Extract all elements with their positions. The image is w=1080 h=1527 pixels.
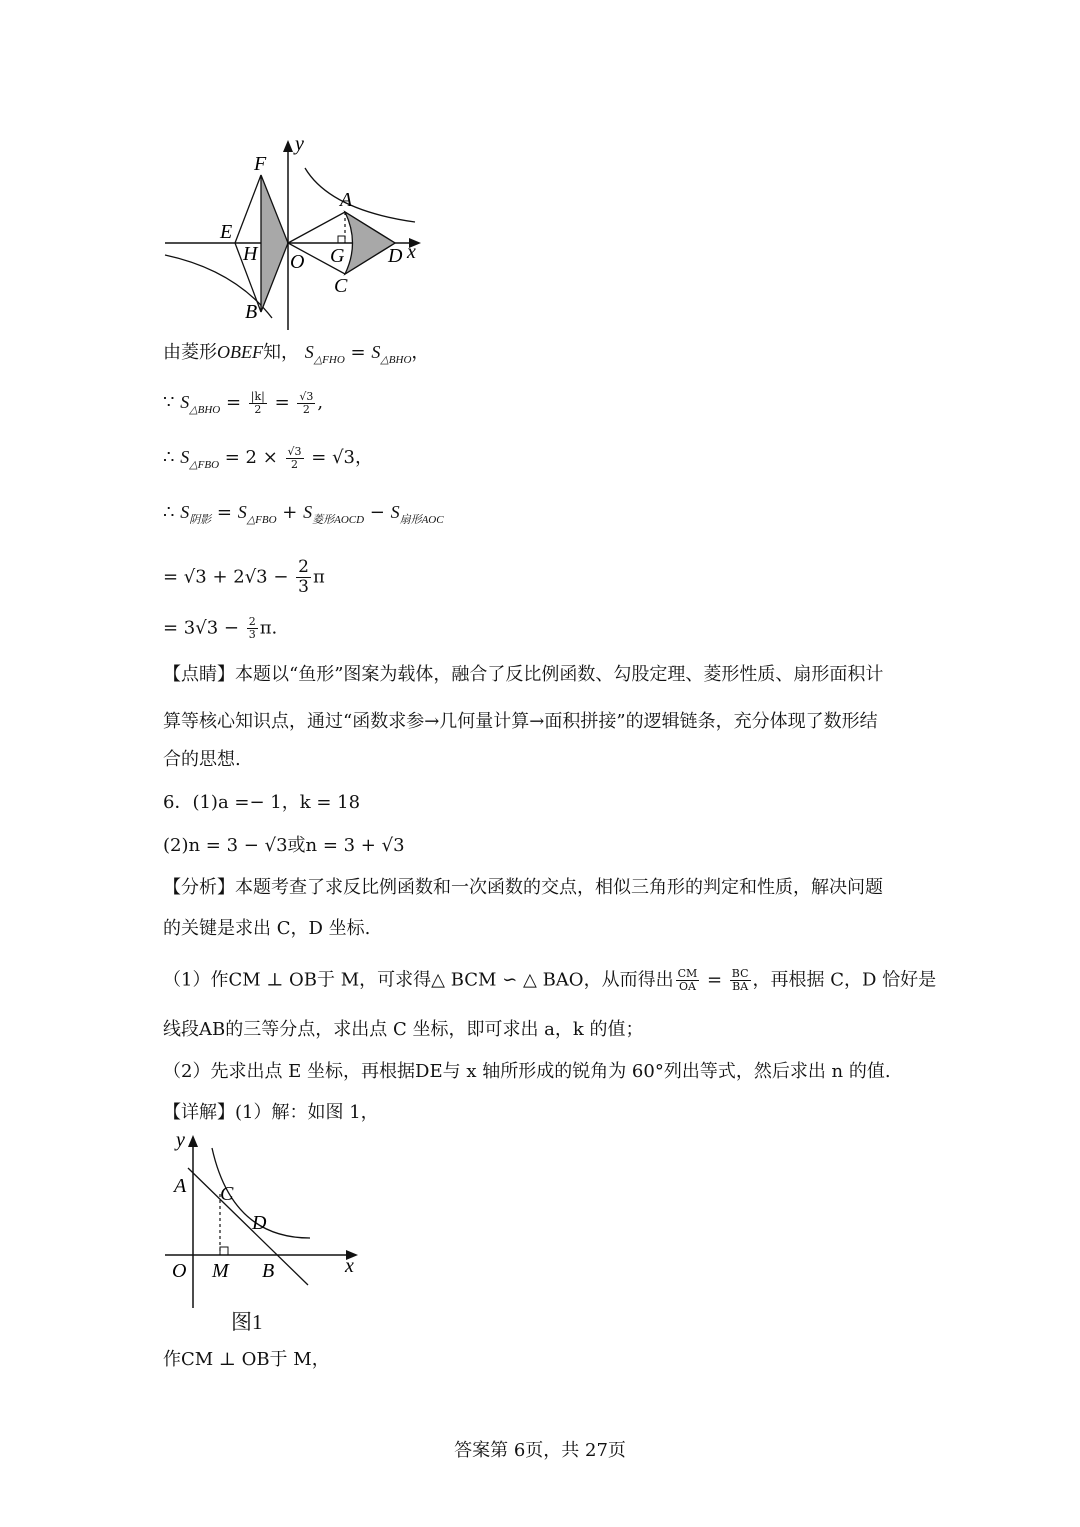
figure-line-hyperbola xyxy=(160,1128,375,1308)
q6-answer1: 6．(1)a =− 1，k = 18 xyxy=(163,792,361,813)
label2-A: A xyxy=(174,1175,187,1197)
q6-answer2: (2)n = 3 − √3或n = 3 + √3 xyxy=(163,835,405,856)
dianjing-line3: 合的思想. xyxy=(163,749,241,770)
text-because-area: ∵ $S_{\triangle BHO}$ = $\frac{|k|}{2}$ = $\frac{√3}{2}$ , xyxy=(163,389,324,416)
label-B: B xyxy=(245,301,258,323)
text-shaded-area: ∴ $S_{阴影} = S_{\triangle FBO} + S_{菱形AOCD} - S_{扇形AOC}$ xyxy=(163,502,444,526)
text-calc-step2: = 3√3 − $\frac{2}{3}$ π. xyxy=(163,615,278,641)
label2-O: O xyxy=(172,1260,187,1282)
text-rhombus-area: 由菱形OBEF知， $S_{\triangle FHO} = S_{\triangle BHO}$， xyxy=(163,342,430,366)
label-x: x xyxy=(407,241,416,263)
label-H: H xyxy=(243,243,258,265)
label-E: E xyxy=(220,221,233,243)
label2-C: C xyxy=(220,1183,234,1205)
text-calc-step1: = √3 + 2√3 − $\frac{2}{3}$ π xyxy=(163,557,325,597)
text-therefore-area: ∴ $S_{\triangle FBO} = 2$ × $\frac{√3}{2}$ = √3， xyxy=(163,444,374,471)
label-O: O xyxy=(290,251,305,273)
label2-D: D xyxy=(252,1212,267,1234)
label-y: y xyxy=(295,133,304,155)
figure-rhombus-hyperbola xyxy=(155,130,435,335)
page-footer: 答案第 6页，共 27页 xyxy=(454,1440,626,1461)
label-G: G xyxy=(330,245,345,267)
figure2-caption: 图1 xyxy=(231,1310,263,1334)
q6-part2: （2）先求出点 E 坐标，再根据DE与 x 轴所形成的锐角为 60°列出等式，然后求出 n 的值. xyxy=(163,1061,891,1082)
q6-part1-line2: 线段AB的三等分点，求出点 C 坐标，即可求出 a，k 的值； xyxy=(163,1019,644,1040)
label-A: A xyxy=(340,189,353,211)
dianjing-line1: 【点睛】本题以“鱼形”图案为载体，融合了反比例函数、勾股定理、菱形性质、扇形面积计 xyxy=(163,664,884,685)
label2-y: y xyxy=(176,1129,185,1151)
q6-fenxi-line2: 的关键是求出 C，D 坐标. xyxy=(163,918,371,939)
q6-part1-line1: （1）作CM ⊥ OB于 M，可求得△ BCM ∽ △ BAO，从而得出 $\frac{CM}{OA}$ = $\frac{BC}{BA}$ ，再根据 C，D 恰好是 xyxy=(163,967,937,993)
q6-xiangjie: 【详解】(1）解：如图 1， xyxy=(163,1102,379,1123)
label2-M: M xyxy=(212,1260,229,1282)
label-C: C xyxy=(334,275,348,297)
label2-x: x xyxy=(345,1255,354,1277)
label-D: D xyxy=(388,245,403,267)
label2-B: B xyxy=(262,1260,275,1282)
q6-fenxi-line1: 【分析】本题考查了求反比例函数和一次函数的交点，相似三角形的判定和性质，解决问题 xyxy=(163,877,883,898)
dianjing-line2: 算等核心知识点，通过“函数求参→几何量计算→面积拼接”的逻辑链条，充分体现了数形结 xyxy=(163,711,878,732)
label-F: F xyxy=(254,153,267,175)
q6-last-line: 作CM ⊥ OB于 M， xyxy=(163,1349,330,1370)
